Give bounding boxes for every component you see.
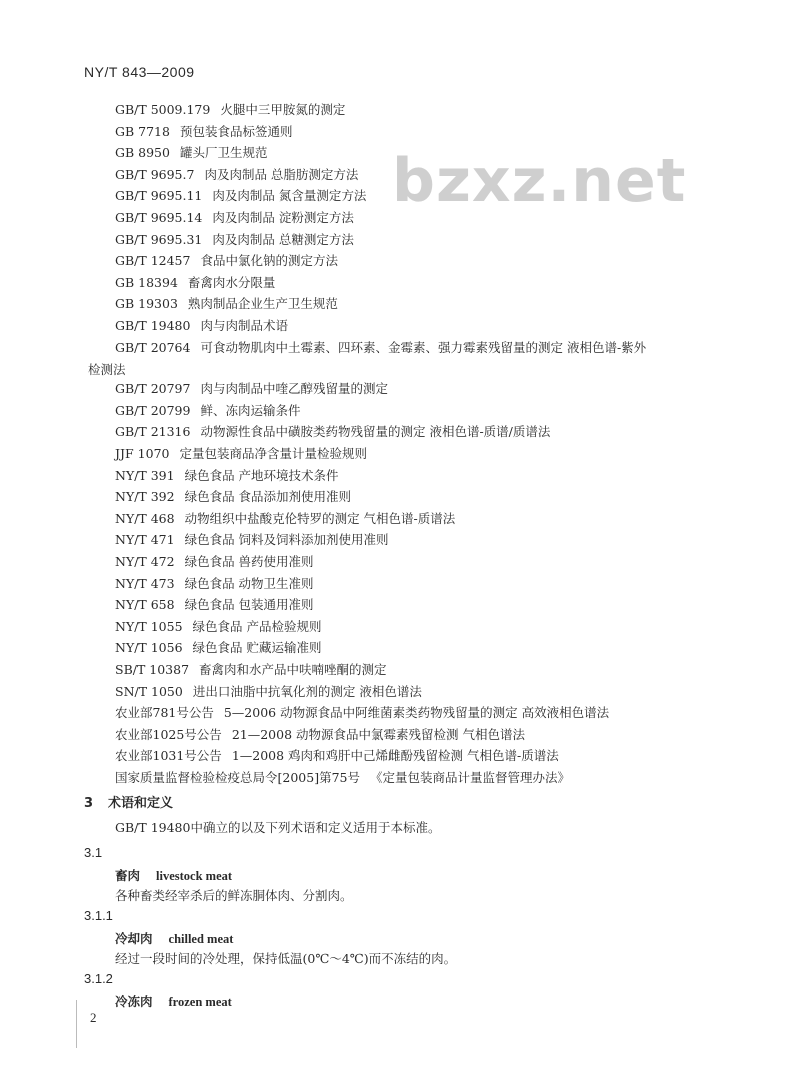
- reference-item: [115, 232, 715, 248]
- reference-code: GB/T 20764: [115, 340, 191, 355]
- reference-item: [115, 124, 715, 140]
- reference-title: 进出口油脂中抗氧化剂的测定 液相色谱法: [192, 684, 422, 699]
- reference-code: GB/T 21316: [115, 424, 191, 439]
- reference-code: NY/T 391: [115, 468, 175, 483]
- reference-code: GB/T 12457: [115, 253, 191, 268]
- reference-code: NY/T 472: [115, 554, 175, 569]
- reference-code: GB 18394: [115, 275, 178, 290]
- reference-code: GB/T 5009.179: [115, 102, 211, 117]
- term-cn: 畜肉: [115, 868, 141, 883]
- reference-item: [115, 468, 715, 484]
- reference-code: 国家质量监督检验检疫总局令[2005]第75号: [115, 770, 360, 785]
- reference-code: GB/T 19480: [115, 318, 191, 333]
- reference-item: [115, 296, 715, 312]
- reference-item: [115, 511, 715, 527]
- reference-code: GB 7718: [115, 124, 170, 139]
- reference-title: 《定量包装商品计量监督管理办法》: [369, 770, 570, 785]
- term-cn: 冷却肉: [115, 931, 153, 946]
- reference-code: GB/T 9695.31: [115, 232, 203, 247]
- term-cn: 冷冻肉: [115, 994, 153, 1009]
- reference-title: 畜禽肉水分限量: [187, 275, 276, 290]
- reference-item: [115, 619, 715, 635]
- reference-item: [115, 424, 715, 440]
- reference-title: 畜禽肉和水产品中呋喃唑酮的测定: [199, 662, 387, 677]
- reference-code: NY/T 392: [115, 489, 175, 504]
- reference-item: [115, 554, 715, 570]
- term-definition: 经过一段时间的冷处理，保持低温(0℃～4℃)而不冻结的肉。: [115, 951, 457, 966]
- reference-title: 21—2008 动物源食品中氯霉素残留检测 气相色谱法: [231, 727, 525, 742]
- reference-title: 肉及肉制品 总脂肪测定方法: [204, 167, 359, 182]
- term-en: livestock meat: [156, 869, 233, 883]
- reference-item: [115, 662, 715, 678]
- reference-item: [115, 210, 715, 226]
- reference-title: 绿色食品 食品添加剂使用准则: [184, 489, 352, 504]
- reference-item: [115, 275, 715, 291]
- reference-code: GB/T 9695.7: [115, 167, 195, 182]
- reference-code: JJF 1070: [115, 446, 170, 461]
- section-heading: [84, 792, 173, 811]
- reference-item: [115, 748, 715, 764]
- reference-title: 熟肉制品企业生产卫生规范: [187, 296, 338, 311]
- reference-code: GB/T 20797: [115, 381, 191, 396]
- reference-item: [115, 770, 715, 786]
- reference-code: 农业部1025号公告: [115, 727, 222, 742]
- reference-item: [115, 489, 715, 505]
- reference-code: GB 8950: [115, 145, 170, 160]
- reference-code: NY/T 471: [115, 532, 175, 547]
- reference-title: 肉及肉制品 总糖测定方法: [212, 232, 354, 247]
- reference-title: 肉与肉制品术语: [200, 318, 288, 333]
- reference-title: 绿色食品 饲料及饲料添加剂使用准则: [184, 532, 389, 547]
- reference-continuation: 检测法: [88, 362, 126, 377]
- reference-title: 绿色食品 产地环境技术条件: [184, 468, 339, 483]
- term-definition: 各种畜类经宰杀后的鲜冻胴体肉、分割肉。: [115, 888, 353, 903]
- reference-code: 农业部781号公告: [115, 705, 214, 720]
- reference-title: 可食动物肌肉中土霉素、四环素、金霉素、强力霉素残留量的测定 液相色谱-紫外: [200, 340, 647, 355]
- reference-title: 鲜、冻肉运输条件: [200, 403, 301, 418]
- reference-title: 火腿中三甲胺氮的测定: [220, 102, 346, 117]
- reference-code: SB/T 10387: [115, 662, 190, 677]
- term-number: 3.1: [84, 845, 103, 860]
- reference-item: [115, 145, 715, 161]
- reference-title: 定量包装商品净含量计量检验规则: [179, 446, 367, 461]
- reference-code: GB 19303: [115, 296, 178, 311]
- reference-title: 食品中氯化钠的测定方法: [200, 253, 338, 268]
- section-intro: GB/T 19480中确立的以及下列术语和定义适用于本标准。: [115, 820, 441, 835]
- reference-code: SN/T 1050: [115, 684, 183, 699]
- section-number: 3: [84, 796, 94, 811]
- reference-title: 绿色食品 动物卫生准则: [184, 576, 314, 591]
- reference-code: GB/T 20799: [115, 403, 191, 418]
- reference-title: 绿色食品 包装通用准则: [184, 597, 314, 612]
- reference-code: GB/T 9695.11: [115, 188, 203, 203]
- reference-code: GB/T 9695.14: [115, 210, 203, 225]
- reference-title: 5—2006 动物源食品中阿维菌素类药物残留量的测定 高效液相色谱法: [223, 705, 610, 720]
- reference-code: NY/T 1056: [115, 640, 183, 655]
- reference-item: [115, 727, 715, 743]
- reference-title: 预包装食品标签通则: [179, 124, 293, 139]
- reference-title: 1—2008 鸡肉和鸡肝中己烯雌酚残留检测 气相色谱-质谱法: [231, 748, 559, 763]
- reference-code: NY/T 658: [115, 597, 175, 612]
- reference-code: NY/T 1055: [115, 619, 183, 634]
- reference-title: 绿色食品 产品检验规则: [192, 619, 322, 634]
- reference-item: [115, 576, 715, 592]
- term-heading: [115, 929, 233, 947]
- reference-code: 农业部1031号公告: [115, 748, 222, 763]
- margin-rule: [76, 1000, 77, 1048]
- section-title: 术语和定义: [108, 796, 174, 811]
- reference-item: [115, 188, 715, 204]
- term-number: 3.1.1: [84, 908, 113, 923]
- reference-item: [115, 167, 715, 183]
- reference-item: [115, 102, 715, 118]
- reference-item: [115, 705, 715, 721]
- reference-item: [115, 403, 715, 419]
- term-heading: [115, 866, 232, 884]
- reference-item: [115, 640, 715, 656]
- reference-title: 肉及肉制品 氮含量测定方法: [212, 188, 367, 203]
- reference-title: 绿色食品 兽药使用准则: [184, 554, 314, 569]
- reference-item: [115, 381, 715, 397]
- term-en: chilled meat: [168, 932, 234, 946]
- term-number: 3.1.2: [84, 971, 113, 986]
- reference-title: 绿色食品 贮藏运输准则: [192, 640, 322, 655]
- term-en: frozen meat: [168, 995, 232, 1009]
- reference-item: [115, 684, 715, 700]
- reference-title: 动物源性食品中磺胺类药物残留量的测定 液相色谱-质谱/质谱法: [200, 424, 551, 439]
- page-header-doc-code: NY/T 843—2009: [84, 64, 195, 80]
- reference-item: [115, 597, 715, 613]
- page-number: 2: [90, 1010, 97, 1025]
- reference-item: [115, 446, 715, 462]
- reference-title: 动物组织中盐酸克伦特罗的测定 气相色谱-质谱法: [184, 511, 456, 526]
- reference-item: [115, 532, 715, 548]
- reference-code: NY/T 468: [115, 511, 175, 526]
- reference-title: 肉及肉制品 淀粉测定方法: [212, 210, 354, 225]
- term-heading: [115, 992, 232, 1010]
- watermark: bzxz.net: [392, 146, 687, 216]
- reference-item: [115, 253, 715, 269]
- reference-title: 罐头厂卫生规范: [179, 145, 268, 160]
- reference-code: NY/T 473: [115, 576, 175, 591]
- reference-item: [115, 340, 715, 356]
- reference-item: [115, 318, 715, 334]
- reference-title: 肉与肉制品中喹乙醇残留量的测定: [200, 381, 388, 396]
